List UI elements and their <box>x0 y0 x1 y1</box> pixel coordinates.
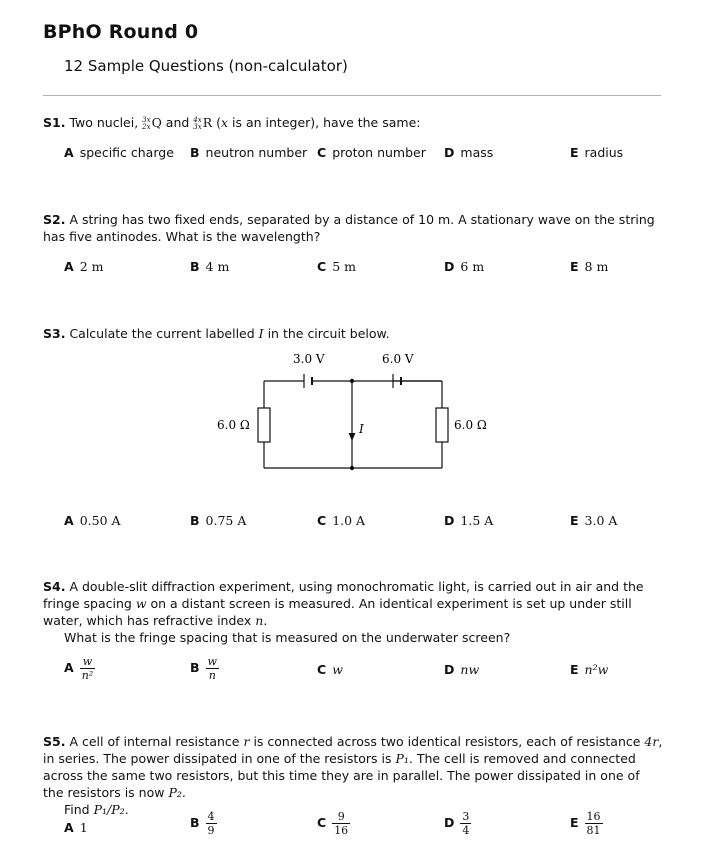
resistor-left-label: 6.0 Ω <box>217 418 250 432</box>
option-c[interactable]: C $\frac{9}{16}$ <box>317 810 349 837</box>
nucleus-r-numbers: 4x 3x <box>193 116 202 131</box>
option-c[interactable]: C w <box>317 662 343 677</box>
option-d[interactable]: D 6 m <box>444 259 485 274</box>
divider <box>43 95 661 96</box>
question-prompt: What is the fringe spacing that is measured on the underwater screen? <box>64 630 511 645</box>
option-b[interactable]: B 0.75 A <box>190 513 247 528</box>
option-a[interactable]: A $\frac{w}{\text{n²}}$ <box>64 655 94 682</box>
page-title: BPhO Round 0 <box>43 21 199 43</box>
option-b[interactable]: B neutron number <box>190 145 308 160</box>
option-d[interactable]: D mass <box>444 145 494 160</box>
question-number: S3. <box>43 326 66 341</box>
resistor-right <box>436 408 448 442</box>
option-d[interactable]: D nw <box>444 662 480 677</box>
junction-bottom <box>350 466 354 470</box>
option-d[interactable]: D $\frac{3}{4}$ <box>444 810 470 837</box>
question-s4: S4. A double-slit diffraction experiment, using monochromatic light, is carried out in air and the fringe spacing w on a distant screen is measured. An identical experiment is set up under still water, which has refractive index n. What is the fringe spacing that is measured on the underwater screen? <box>43 578 663 646</box>
resistor-right-label: 6.0 Ω <box>454 418 487 432</box>
option-e[interactable]: E n²w <box>570 662 609 677</box>
nucleus-q-numbers: 3x 2x <box>142 116 151 131</box>
question-s5: S5. A cell of internal resistance r is connected across two identical resistors, each of resistance 4r, in series. The power dissipated in one of the resistors is P₁. The cell is removed and connected across the same two resistors, but this time they are in parallel. The power dissipated in one of the resistors is now P₂. Find P₁/P₂. <box>43 734 663 817</box>
option-b[interactable]: B $\frac{4}{9}$ <box>190 810 215 837</box>
option-c[interactable]: C 1.0 A <box>317 513 366 528</box>
option-d[interactable]: D 1.5 A <box>444 513 494 528</box>
option-e[interactable]: E $\frac{16}{81}$ <box>570 810 601 837</box>
option-a[interactable]: A 2 m <box>64 259 104 274</box>
question-s3: S3. Calculate the current labelled I in the circuit below. <box>43 326 390 341</box>
option-e[interactable]: E 3.0 A <box>570 513 618 528</box>
cell-left-label: 3.0 V <box>293 352 325 366</box>
option-e[interactable]: E radius <box>570 145 624 160</box>
question-s2: S2. A string has two fixed ends, separated by a distance of 10 m. A stationary wave on the string has five antinodes. What is the wavelength? <box>43 212 655 244</box>
current-label: I <box>359 422 364 436</box>
junction-top <box>350 379 354 383</box>
current-arrow <box>349 433 356 441</box>
option-b[interactable]: B $\frac{w}{n}$ <box>190 655 217 682</box>
option-a[interactable]: A 1 <box>64 820 88 835</box>
question-number: S1. <box>43 115 66 130</box>
resistor-left <box>258 408 270 442</box>
option-c[interactable]: C 5 m <box>317 259 356 274</box>
option-b[interactable]: B 4 m <box>190 259 230 274</box>
question-number: S5. <box>43 734 66 749</box>
option-e[interactable]: E 8 m <box>570 259 609 274</box>
question-number: S2. <box>43 212 66 227</box>
option-a[interactable]: A specific charge <box>64 145 174 160</box>
page-subtitle: 12 Sample Questions (non-calculator) <box>64 57 348 75</box>
option-a[interactable]: A 0.50 A <box>64 513 121 528</box>
question-number: S4. <box>43 579 66 594</box>
circuit-diagram <box>200 345 500 480</box>
option-c[interactable]: C proton number <box>317 145 426 160</box>
question-s1: S1. Two nuclei, 3x 2x Q and 4x 3x R (x is an integer), have the same: <box>43 115 421 131</box>
cell-right-label: 6.0 V <box>382 352 414 366</box>
question-prompt: Find P₁/P₂. <box>64 802 129 817</box>
